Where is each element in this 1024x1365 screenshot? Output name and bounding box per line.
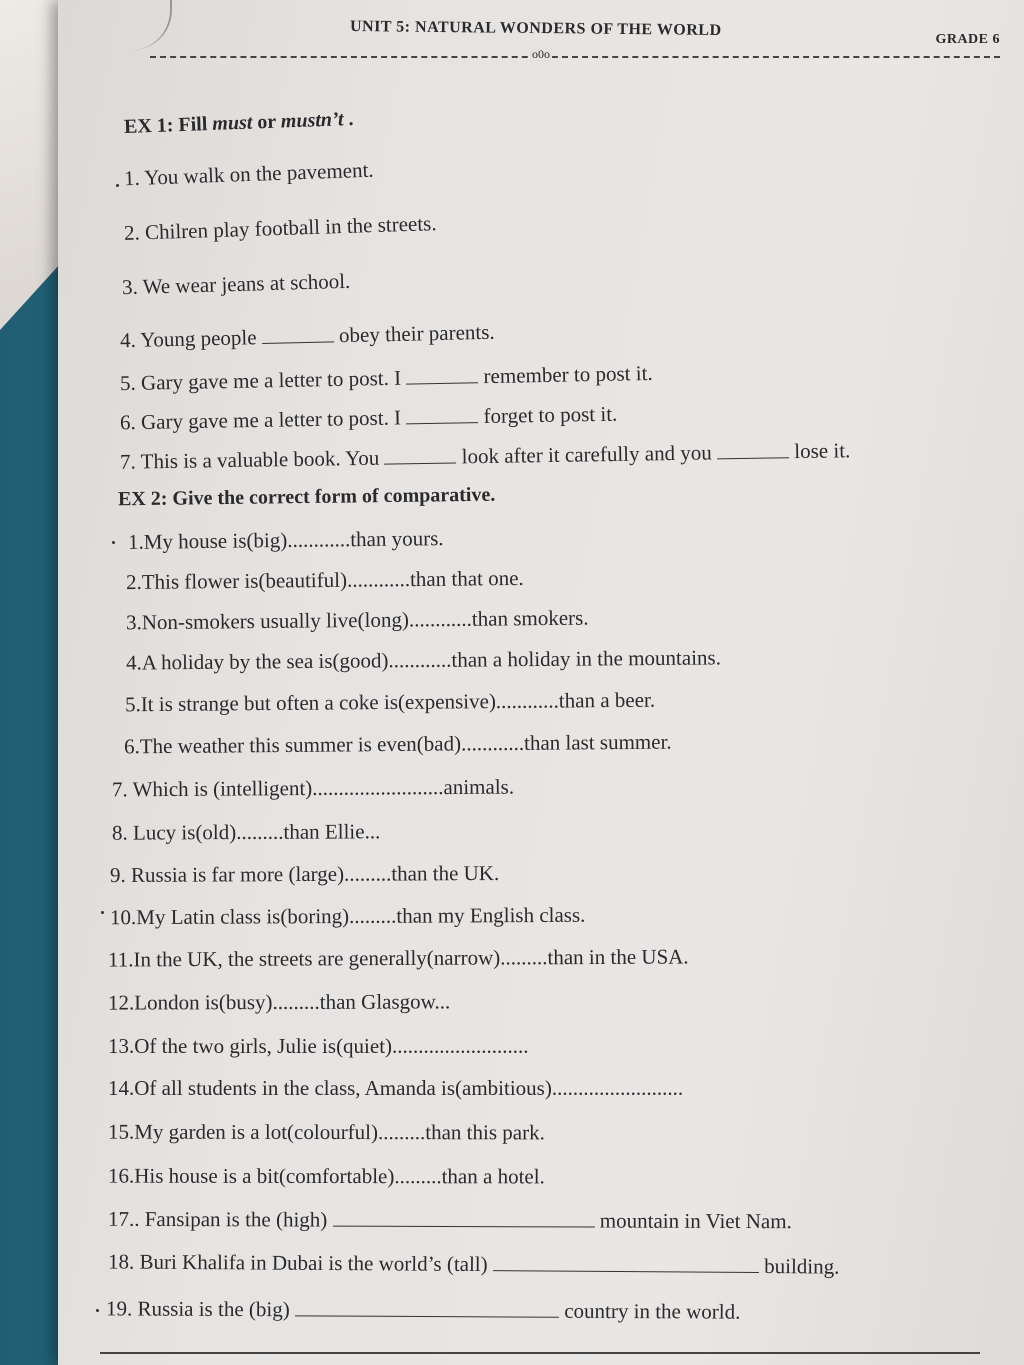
page-header xyxy=(150,18,1000,66)
ex2-item-10: 10.My Latin class is(boring).........than my English class. xyxy=(109,902,586,930)
ex2-item-9: 9. Russia is far more (large).........than the UK. xyxy=(109,860,500,888)
bottom-divider xyxy=(100,1352,980,1354)
ex2-heading: EX 2: Give the correct form of comparative. xyxy=(117,483,496,511)
ex1-item-6: 6. Gary gave me a letter to post. I forget to post it. xyxy=(119,401,618,435)
divider-mark: o0o xyxy=(532,47,550,61)
ex2-item-2: 2.This flower is(beautiful)............than that one. xyxy=(125,565,524,595)
ex1-item-7: 7. This is a valuable book. You look after it carefully and you lose it. xyxy=(119,438,851,474)
ex1-item-4: 4. Young people obey their parents. xyxy=(119,319,495,353)
ex2-item-5: 5.It is strange but often a coke is(expensive)............than a beer. xyxy=(124,687,656,717)
ex2-item-17: 17.. Fansipan is the (high) mountain in Viet Nam. xyxy=(107,1206,792,1234)
ex2-item-18: 18. Buri Khalifa in Dubai is the world’s (tall) building. xyxy=(107,1249,840,1279)
ex1-heading: EX 1: Fill must or mustn’t . xyxy=(123,108,354,138)
pen-mark xyxy=(96,1309,99,1312)
ex2-item-8: 8. Lucy is(old).........than Ellie... xyxy=(111,819,381,845)
pen-mark xyxy=(116,184,119,187)
ex2-item-6: 6.The weather this summer is even(bad)............than last summer. xyxy=(123,729,672,759)
answer-blank[interactable] xyxy=(406,406,478,424)
ex1-item-1: 1. You walk on the pavement. xyxy=(123,157,374,191)
answer-blank[interactable] xyxy=(493,1254,759,1273)
ex2-item-3: 3.Non-smokers usually live(long)............than smokers. xyxy=(125,605,589,635)
header-divider xyxy=(150,56,1000,58)
ex2-item-16: 16.His house is a bit(comfortable).........than a hotel. xyxy=(107,1163,545,1189)
unit-title: UNIT 5: NATURAL WONDERS OF THE WORLD xyxy=(349,18,722,39)
ex2-item-19: 19. Russia is the (big) country in the world. xyxy=(105,1296,741,1324)
answer-blank[interactable] xyxy=(717,441,789,459)
ex2-item-12: 12.London is(busy).........than Glasgow... xyxy=(107,989,451,1015)
ex1-item-2: 2. Chilren play football in the streets. xyxy=(123,211,437,245)
ex1-item-3: 3. We wear jeans at school. xyxy=(121,268,351,300)
ex2-item-15: 15.My garden is a lot(colourful).........than this park. xyxy=(107,1119,545,1145)
answer-blank[interactable] xyxy=(262,325,334,344)
ex2-item-14: 14.Of all students in the class, Amanda is(ambitious)......................... xyxy=(108,1076,684,1100)
ex1-item-5: 5. Gary gave me a letter to post. I remember to post it. xyxy=(119,360,653,396)
ex2-item-11: 11.In the UK, the streets are generally(narrow).........than in the USA. xyxy=(107,944,689,972)
answer-blank[interactable] xyxy=(406,366,478,384)
ex2-item-1: 1.My house is(big)............than yours. xyxy=(127,526,444,554)
grade-label: GRADE 6 xyxy=(935,32,1000,47)
answer-blank[interactable] xyxy=(384,446,456,464)
pen-mark xyxy=(101,911,104,914)
pen-mark xyxy=(112,541,115,544)
ex2-item-4: 4.A holiday by the sea is(good)............than a holiday in the mountains. xyxy=(125,645,722,675)
answer-blank[interactable] xyxy=(295,1299,559,1317)
ex2-item-13: 13.Of the two girls, Julie is(quiet).......................... xyxy=(108,1034,529,1058)
worksheet-page xyxy=(58,0,1024,1365)
answer-blank[interactable] xyxy=(333,1210,595,1228)
ex2-item-7: 7. Which is (intelligent).........................animals. xyxy=(111,774,515,802)
